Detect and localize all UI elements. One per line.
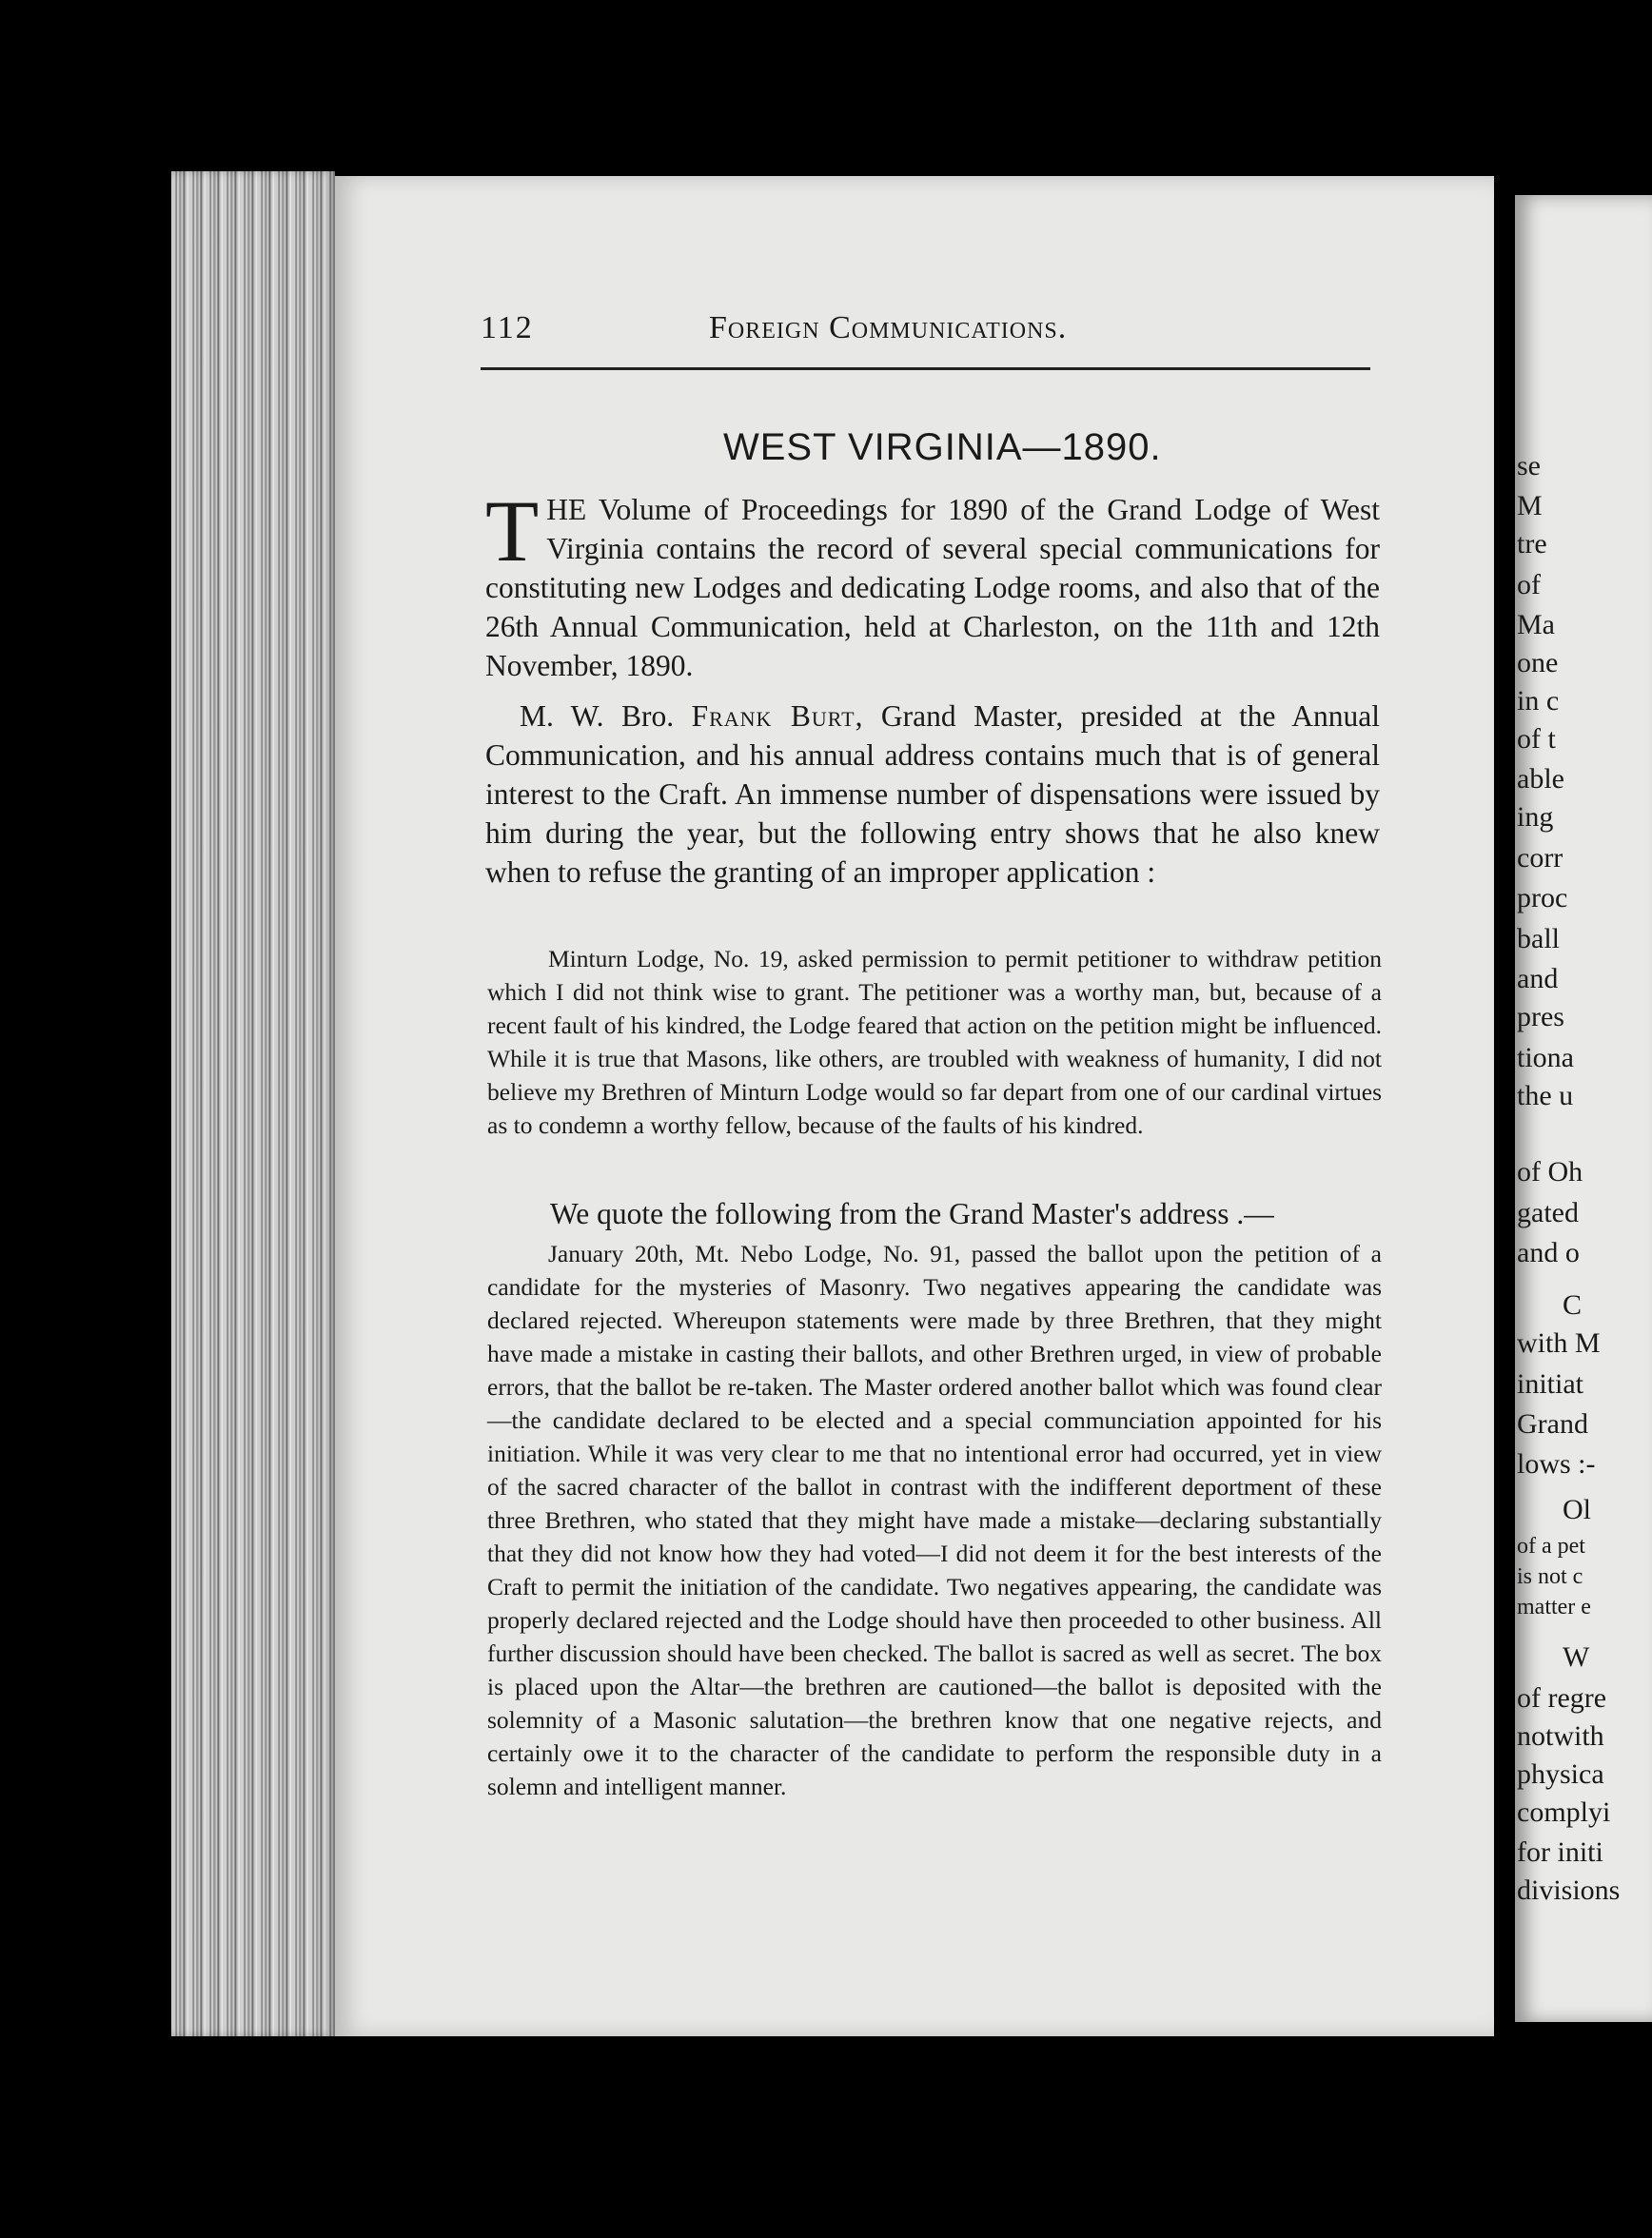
facing-page-line: C [1563,1289,1583,1321]
facing-page-line: in c [1517,685,1560,717]
paragraph-grand-master [485,697,1380,892]
facing-page-line: Ma [1517,609,1555,640]
facing-page-line: and [1517,963,1559,994]
paragraph-intro-text: HE Volume of Proceedings for 1890 of the Grand Lodge of West Virginia contains the record of several special communications for constituting new Lodges and dedicating Lodge rooms, and also that of the 26th Annual Communication, held at Charleston, on the 11th and 12th November, 1890. [485,493,1380,682]
facing-page-line: tre [1517,528,1547,560]
facing-page-line: matter e [1517,1595,1591,1620]
facing-page-fragment [1515,195,1652,2022]
facing-page-line: se [1517,450,1541,481]
facing-page-line: notwith [1517,1720,1604,1752]
facing-page-line: pres [1517,1001,1564,1032]
facing-page-line: gated [1517,1197,1579,1228]
facing-page-line: of a pet [1517,1534,1585,1559]
facing-page-line: with M [1517,1327,1601,1359]
facing-page-line: ing [1517,801,1554,833]
running-title: Foreign Communications. [709,310,1068,345]
facing-page-line: of t [1517,723,1556,755]
grand-master-name: Frank Burt, [691,699,864,733]
paragraph-grand-master-lead: M. W. Bro. [520,699,692,733]
quote-lead-in: We quote the following from the Grand Master's address .— [550,1197,1274,1230]
facing-page-line: complyi [1517,1796,1611,1828]
paragraph-grand-master-text: Grand Master, presided at the Annual Communication, and his annual address contains much that is of general interest to the Craft. An immense number of dispensations were issued by him during the year, but the following entry shows that he also knew when to refuse the granting of an improper application : [485,699,1380,889]
facing-page-line: able [1517,763,1564,795]
facing-page-line: ball [1517,923,1560,954]
facing-page-line: lows :- [1517,1448,1596,1480]
facing-page-line: the u [1517,1080,1574,1111]
facing-page-line: initiat [1517,1368,1583,1400]
facing-page-line: of [1517,569,1541,600]
facing-page-line: of Oh [1517,1156,1583,1188]
drop-cap: T [485,482,540,579]
quote-mt-nebo-lodge: January 20th, Mt. Nebo Lodge, No. 91, passed the ballot upon the petition of a candidate for the mysteries of Masonry. Two negatives appearing the candidate was declared rejected. Whereupon statements were made by three Brethren, that they might have made a mistake in casting their ballots, and other Brethren urged, in view of probable errors, that the ballot be re-taken. The Master ordered another ballot which was found clear—the candidate declared to be elected and a special communciation appointed for his initiation. While it was very clear to me that no intentional error had occurred, yet in view of the sacred character of the ballot in contrast with the indifferent deportment of these three Brethren, who stated that they might have made a mistake—declaring substantially that they did not know how they had voted—I did not deem it for the best interests of the Craft to permit the initiation of the candidate. Two negatives appearing, the candidate was properly declared rejected and the Lodge should have then proceeded to other business. All further discussion should have been checked. The ballot is sacred as well as secret. The box is placed upon the Altar—the brethren are cautioned—the ballot is deposited with the solemnity of a Masonic salutation—the brethren know that one negative rejects, and certainly owe it to the character of the candidate to perform the responsible duty in a solemn and intelligent manner. [487,1240,1382,1800]
facing-page-line: for initi [1517,1836,1603,1868]
header-rule [481,367,1370,370]
facing-page-line: M [1517,490,1543,521]
facing-page-line: physica [1517,1758,1604,1790]
facing-page-line: divisions [1517,1875,1621,1906]
facing-page-line: proc [1517,882,1568,913]
facing-page-line: W [1563,1641,1590,1673]
page-number: 112 [481,310,534,345]
facing-page-line: corr [1517,842,1564,874]
paragraph-intro [485,482,1380,685]
facing-page-line: is not c [1517,1564,1583,1589]
facing-page-line: of regre [1517,1682,1607,1714]
facing-page-line: one [1517,647,1559,678]
running-head [481,303,1375,350]
book-binding-edge [171,171,335,2036]
quote-minturn-lodge: Minturn Lodge, No. 19, asked permission to permit petitioner to withdraw petition which I did not think wise to grant. The petitioner was a worthy man, but, because of a recent fault of his kindred, the Lodge feared that action on the petition might be influenced. While it is true that Masons, like others, are troubled with weakness of humanity, I did not believe my Brethren of Minturn Lodge would so far depart from one of our cardinal virtues as to condemn a worthy fellow, because of the faults of his kindred. [487,945,1382,1139]
facing-page-line: tiona [1517,1042,1574,1073]
facing-page-line: Grand [1517,1408,1588,1440]
section-title: WEST VIRGINIA—1890. [723,426,1162,468]
facing-page-line: Ol [1563,1494,1591,1525]
facing-page-line: and o [1517,1237,1580,1268]
